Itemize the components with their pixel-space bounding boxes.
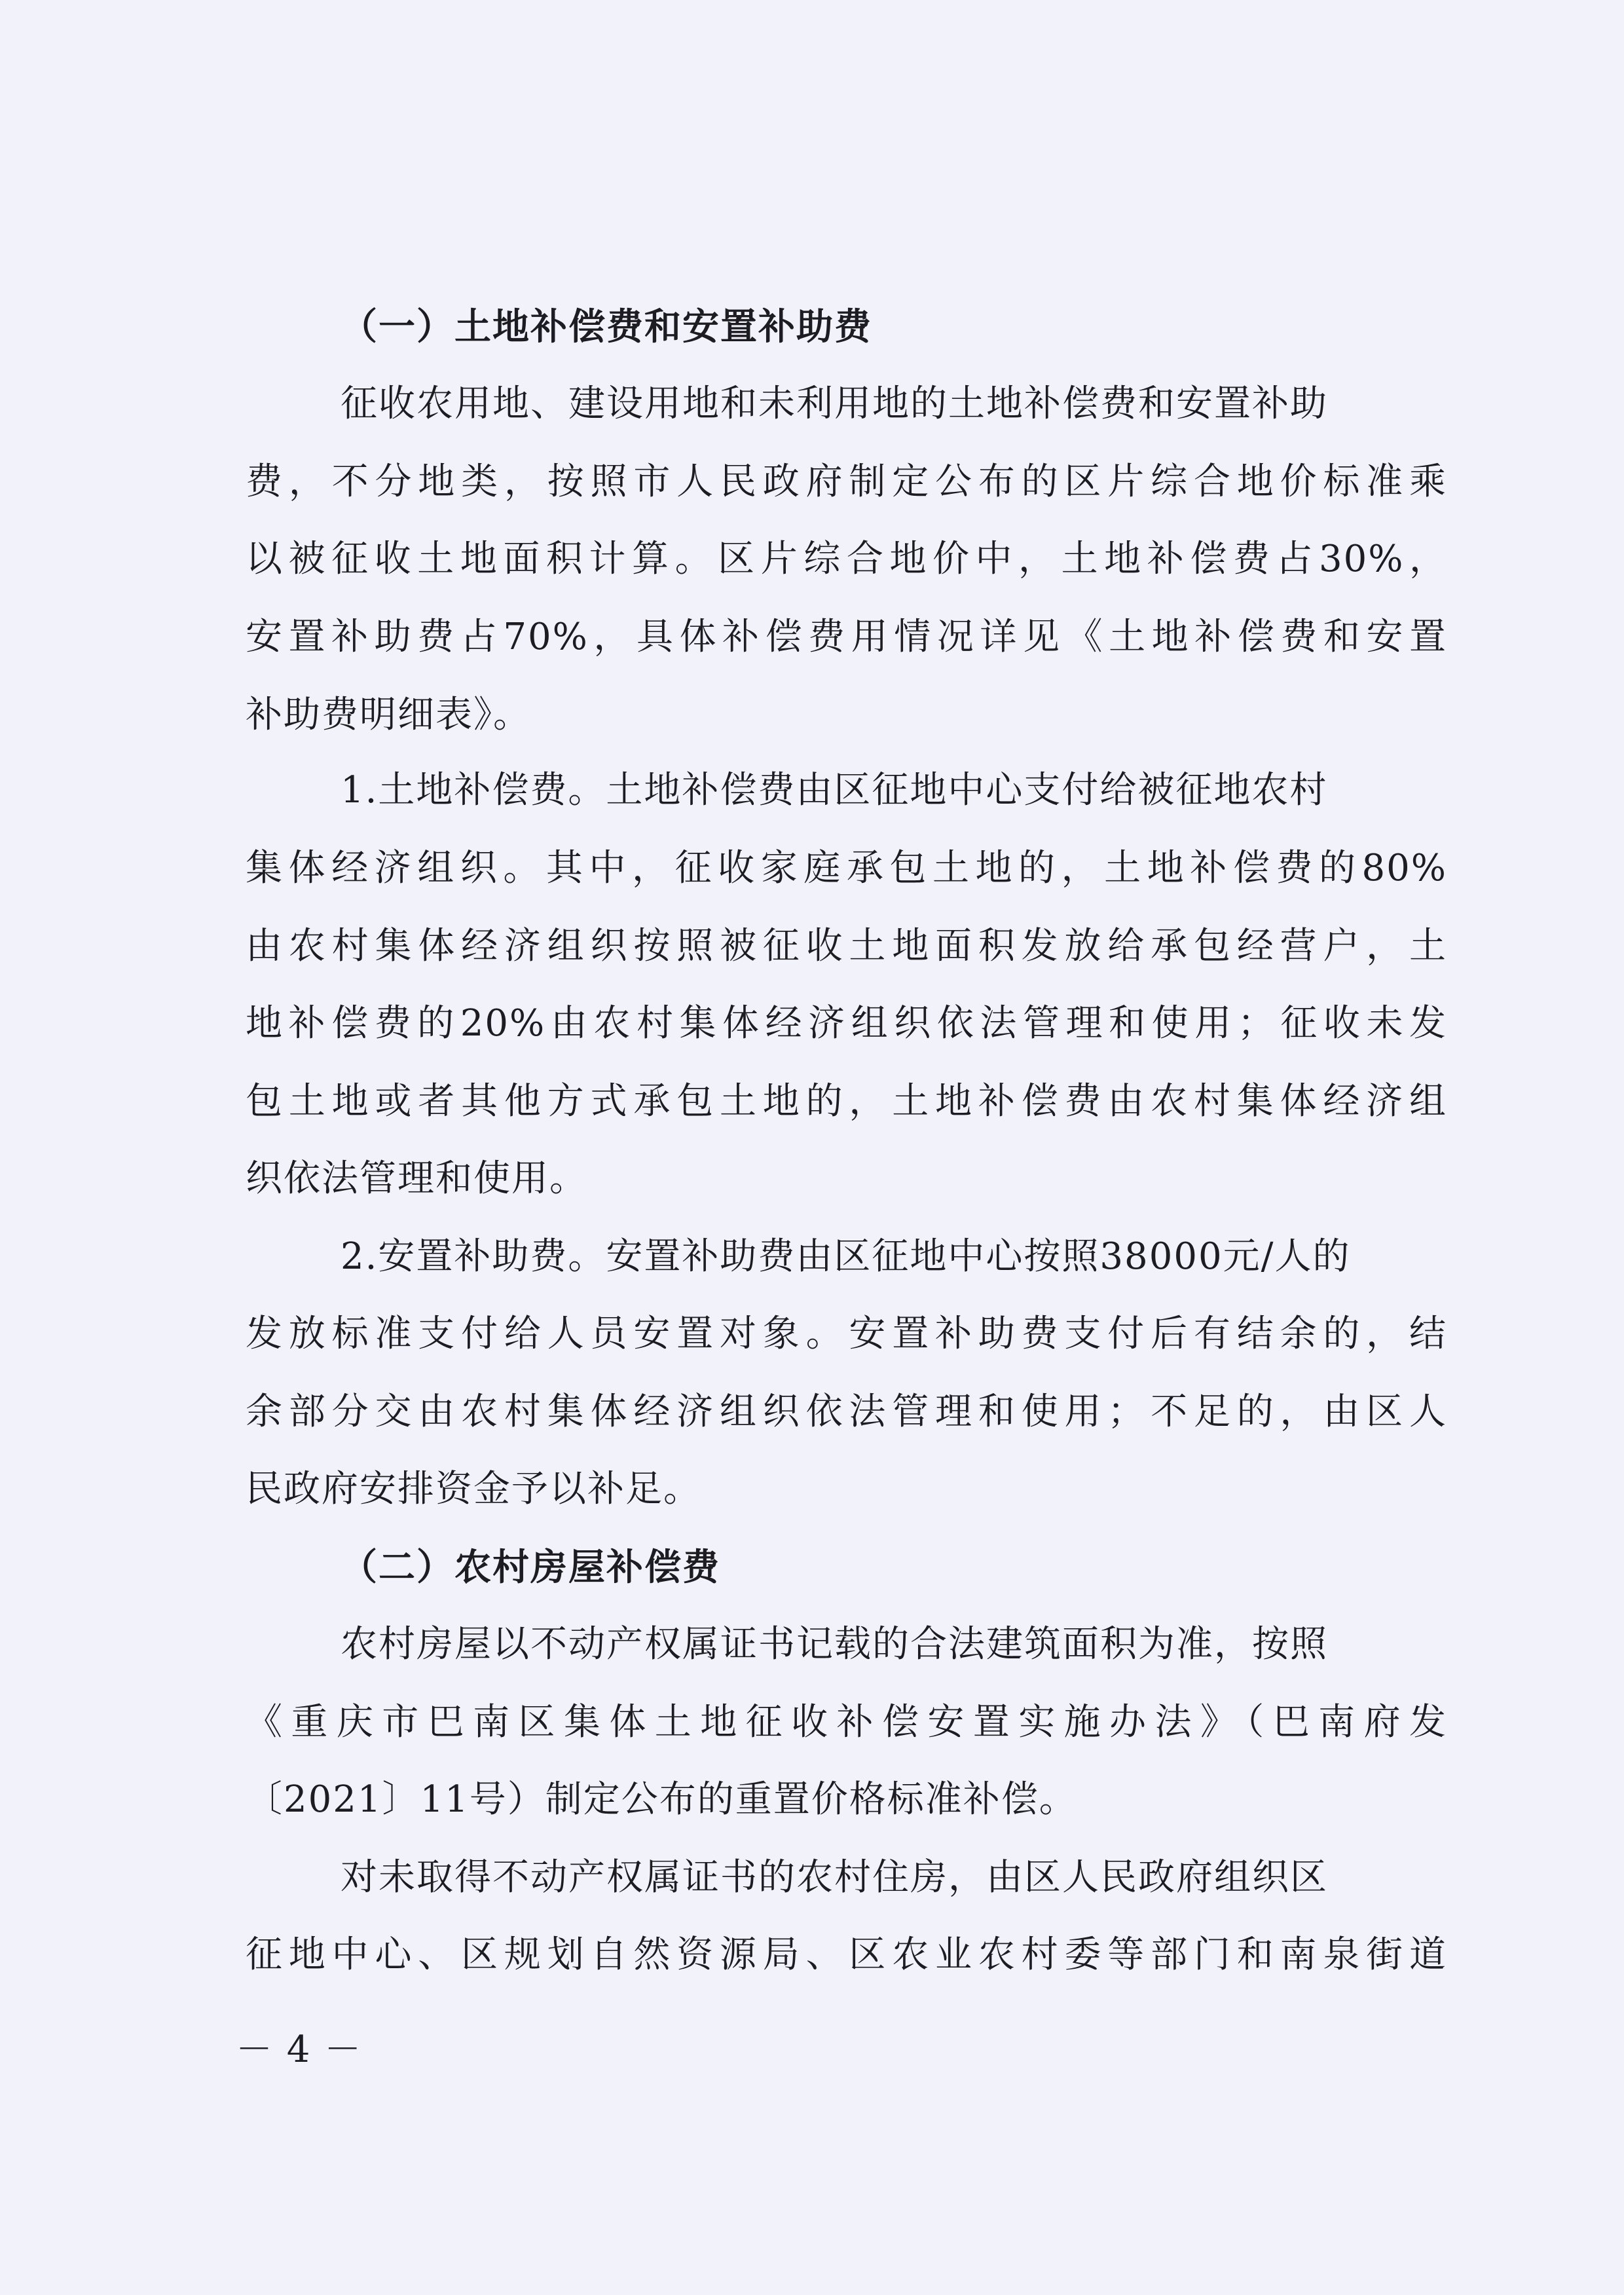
paragraph-line: 补助费明细表》。 [246,694,531,736]
paragraph-line: 地补偿费的20%由农村集体经济组织依法管理和使用；征收未发 [246,1002,1447,1045]
section-heading-1: （一）土地补偿费和安置补助费 [341,305,872,348]
paragraph-line: 〔2021〕11号）制定公布的重置价格标准补偿。 [246,1778,1077,1821]
paragraph-line: 征收农用地、建设用地和未利用地的土地补偿费和安置补助 [341,382,1328,425]
section-heading-2: （二）农村房屋补偿费 [341,1546,720,1589]
paragraph-line: 包土地或者其他方式承包土地的，土地补偿费由农村集体经济组 [246,1080,1447,1123]
paragraph-line: 2.安置补助费。安置补助费由区征地中心按照38000元/人的 [341,1235,1351,1278]
paragraph-line: 由农村集体经济组织按照被征收土地面积发放给承包经营户，土 [246,925,1447,967]
paragraph-line: 费，不分地类，按照市人民政府制定公布的区片综合地价标准乘 [246,460,1447,503]
paragraph-line: 农村房屋以不动产权属证书记载的合法建筑面积为准，按照 [341,1623,1328,1666]
paragraph-line: 发放标准支付给人员安置对象。安置补助费支付后有结余的，结 [246,1313,1447,1355]
paragraph-line: 对未取得不动产权属证书的农村住房，由区人民政府组织区 [341,1856,1328,1899]
paragraph-line: 民政府安排资金予以补足。 [246,1468,701,1510]
paragraph-line: 织依法管理和使用。 [246,1157,587,1200]
paragraph-line: 征地中心、区规划自然资源局、区农业农村委等部门和南泉街道 [246,1933,1447,1976]
paragraph-line: 《重庆市巴南区集体土地征收补偿安置实施办法》（巴南府发 [246,1701,1447,1744]
page-number: － 4 － [236,2028,363,2071]
paragraph-line: 集体经济组织。其中，征收家庭承包土地的，土地补偿费的80% [246,847,1447,889]
paragraph-line: 安置补助费占70%，具体补偿费用情况详见《土地补偿费和安置 [246,616,1447,658]
paragraph-line: 1.土地补偿费。土地补偿费由区征地中心支付给被征地农村 [341,769,1328,812]
paragraph-line: 余部分交由农村集体经济组织依法管理和使用；不足的，由区人 [246,1390,1447,1433]
paragraph-line: 以被征收土地面积计算。区片综合地价中，土地补偿费占30%， [246,538,1447,580]
